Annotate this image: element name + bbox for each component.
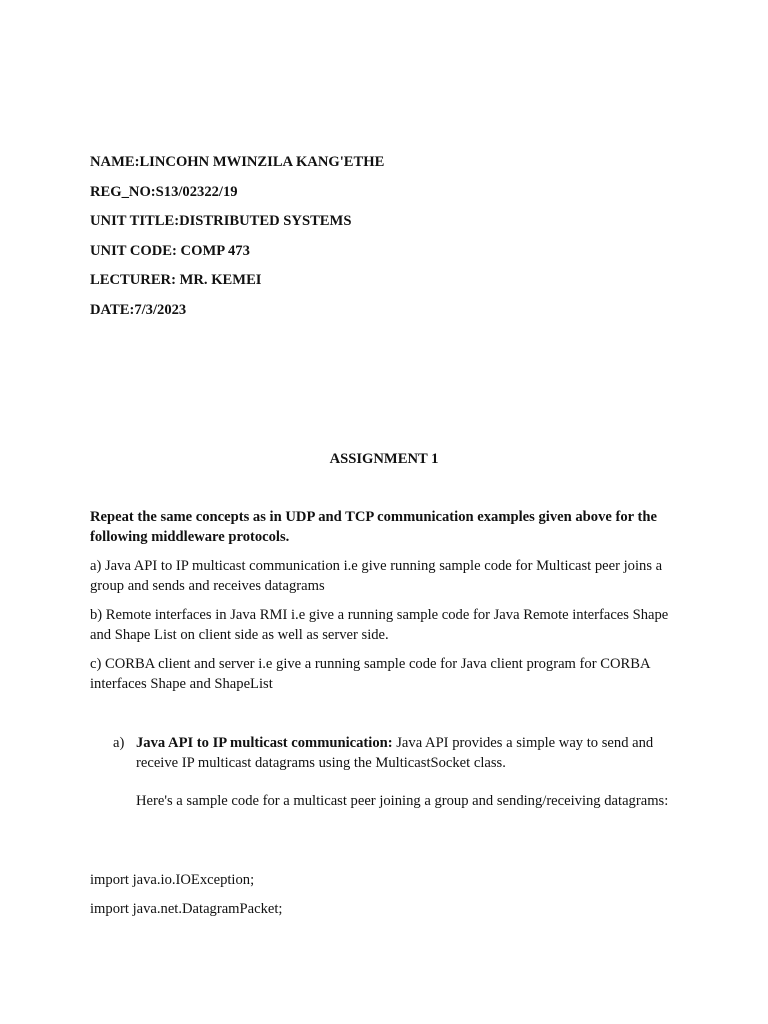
code-line: import java.io.IOException; [90,872,255,888]
instructions-intro: Repeat the same concepts as in UDP and TCP communication examples given above for the following middleware protocols. [90,509,657,545]
answer-a-text: Java API provides a simple way to send and receive IP multicast datagrams using the MulticastSocket class. [136,735,654,771]
instruction-item-a: a) Java API to IP multicast communication i.e give running sample code for Multicast peer joins a group and sends and receives datagrams [90,558,663,594]
lecturer: LECTURER: MR. KEMEI [90,272,262,288]
answer-a-marker: a) [113,735,125,751]
answer-a-paragraph [136,733,682,773]
instruction-item-b: b) Remote interfaces in Java RMI i.e give a running sample code for Java Remote interfaces Shape and Shape List on client side as well as server side. [90,607,669,643]
registration-number: REG_NO:S13/02322/19 [90,184,238,200]
date: DATE:7/3/2023 [90,302,187,318]
unit-title: UNIT TITLE:DISTRIBUTED SYSTEMS [90,213,352,229]
answer-a-sample-intro: Here's a sample code for a multicast peer joining a group and sending/receiving datagrams: [136,793,669,809]
unit-code: UNIT CODE: COMP 473 [90,243,250,259]
instruction-item-c: c) CORBA client and server i.e give a running sample code for Java client program for CORBA interfaces Shape and ShapeList [90,656,650,692]
answer-a-heading: Java API to IP multicast communication: [136,735,393,751]
code-line: import java.net.DatagramPacket; [90,901,283,917]
assignment-title: ASSIGNMENT 1 [329,451,439,467]
student-name: NAME:LINCOHN MWINZILA KANG'ETHE [90,154,385,170]
